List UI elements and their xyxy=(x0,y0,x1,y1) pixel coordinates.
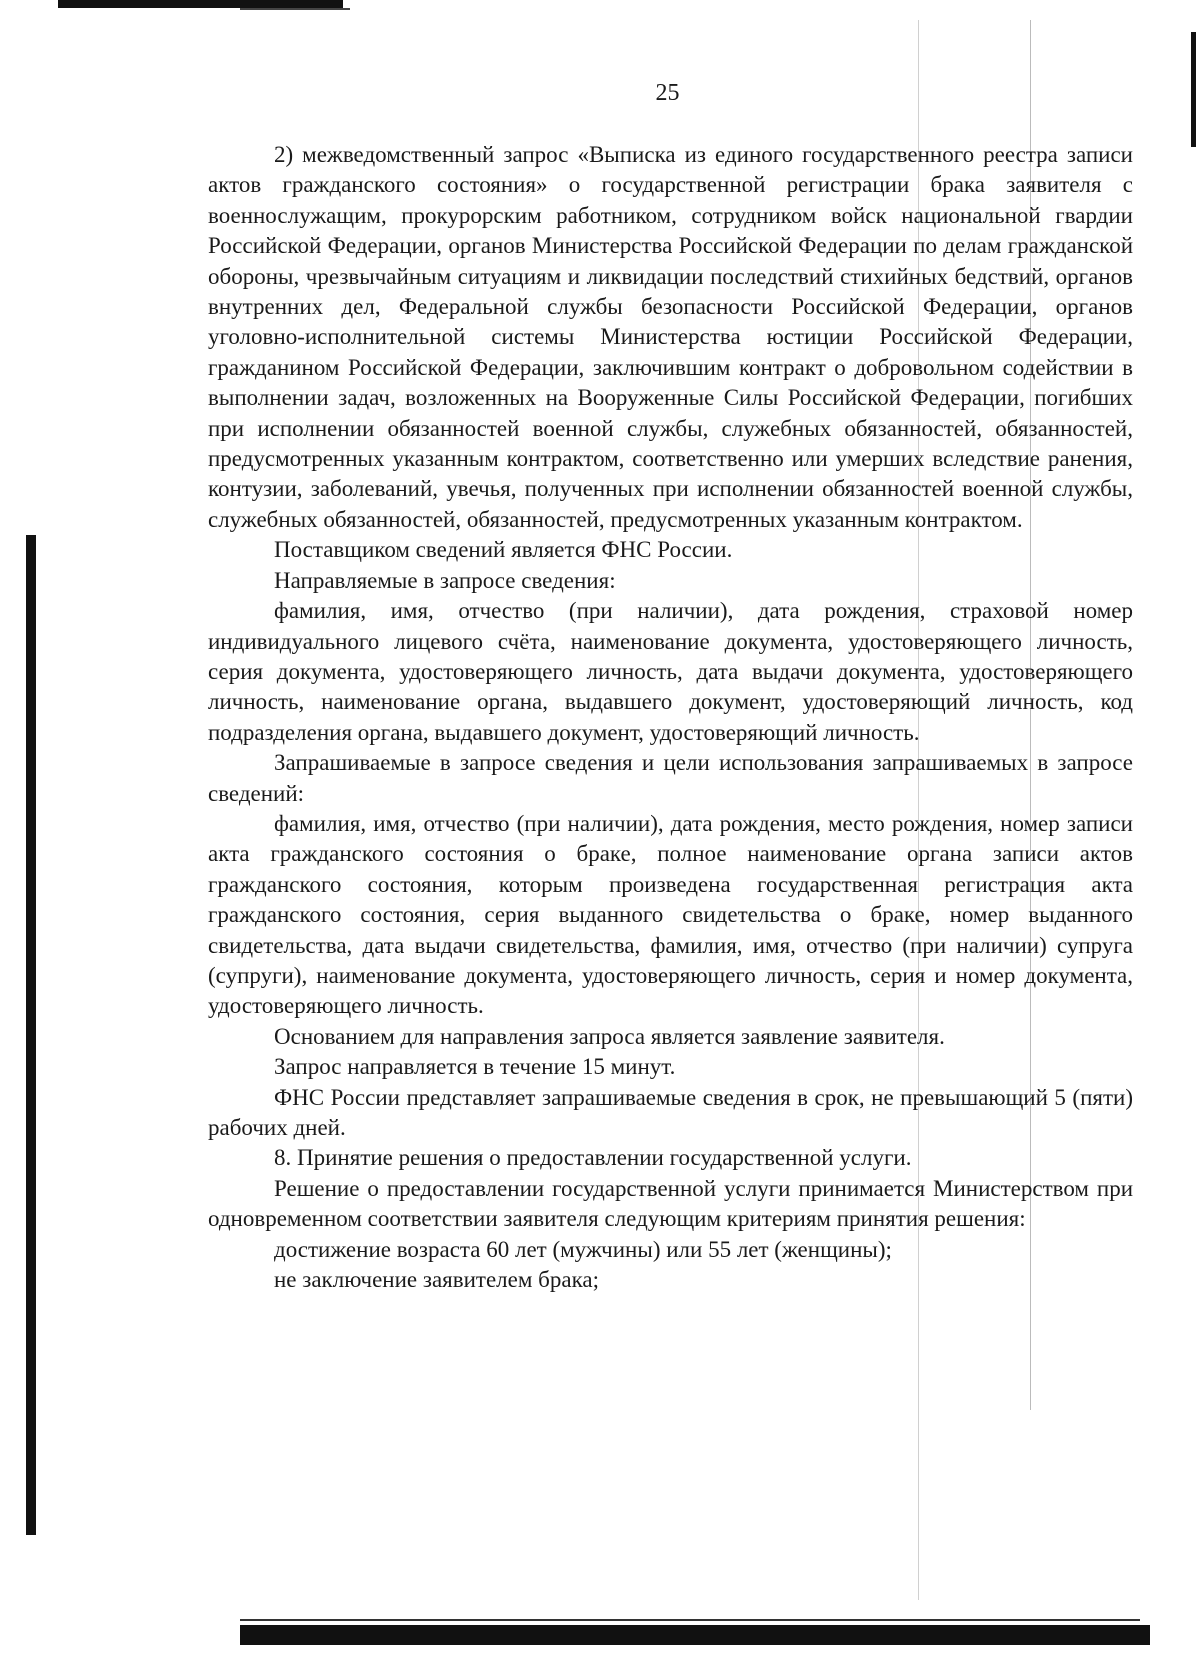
scan-edge-left xyxy=(26,535,36,1535)
paragraph-response-deadline: ФНС России представляет запрашиваемые сведения в срок, не превышающий 5 (пяти) рабочих дней. xyxy=(208,1084,1133,1140)
page-number: 25 xyxy=(655,80,680,106)
scan-edge-top-thin xyxy=(240,8,350,10)
paragraph-request-timing: Запрос направляется в течение 15 минут. xyxy=(274,1054,676,1080)
paragraph-interdepartmental-request: 2) межведомственный запрос «Выписка из единого государственного реестра записи актов гражданского состояния» о государственной регистрации брака заявителя с военнослужащим, прокурорским работником, сотрудником войск национальной гвардии Российской Федерации, органов Министерства Российской Федерации по делам гражданской обороны, чрезвычайным ситуациям и ликвидации последствий стихийных бедствий, органов внутренних дел, Федеральной службы безопасности Российской Федерации, органов уголовно-исполнительной системы Министерства юстиции Российской Федерации, гражданином Российской Федерации, заключившим контракт о добровольном содействии в выполнении задач, возложенных на Вооруженные Силы Российской Федерации, погибших при исполнении обязанностей военной службы, служебных обязанностей, обязанностей, предусмотренных указанным контрактом, соответственно или умерших вследствие ранения, контузии, заболеваний, увечья, полученных при исполнении обязанностей военной службы, служебных обязанностей, обязанностей, предусмотренных указанным контрактом. xyxy=(208,142,1133,532)
paragraph-sent-data-heading: Направляемые в запросе сведения: xyxy=(274,567,616,593)
scan-edge-bottom xyxy=(240,1625,1150,1645)
document-body xyxy=(208,140,1133,1295)
paragraph-criterion-age: достижение возраста 60 лет (мужчины) или 55 лет (женщины); xyxy=(274,1236,892,1262)
paragraph-section-8-title: 8. Принятие решения о предоставлении государственной услуги. xyxy=(274,1145,912,1171)
paragraph-data-provider: Поставщиком сведений является ФНС России. xyxy=(274,537,733,563)
paragraph-requested-data-list: фамилия, имя, отчество (при наличии), дата рождения, место рождения, номер записи акта гражданского состояния о браке, полное наименование органа записи актов гражданского состояния, которым произведена государственная регистрация акта гражданского состояния, серия выданного свидетельства о браке, номер выданного свидетельства, дата выдачи свидетельства, фамилия, имя, отчество (при наличии) супруга (супруги), наименование документа, удостоверяющего личность, серия и номер документа, удостоверяющего личность. xyxy=(208,810,1133,1019)
paragraph-sent-data-list: фамилия, имя, отчество (при наличии), дата рождения, страховой номер индивидуального лицевого счёта, наименование документа, удостоверяющего личность, серия документа, удостоверяющего личность, дата выдачи документа, удостоверяющего личность, наименование органа, выдавшего документ, удостоверяющий личность, код подразделения органа, выдавшего документ, удостоверяющий личность. xyxy=(208,598,1133,745)
paragraph-decision-criteria: Решение о предоставлении государственной услуги принимается Министерством при одновременном соответствии заявителя следующим критериям принятия решения: xyxy=(208,1175,1133,1232)
scan-edge-bottom-thin xyxy=(240,1619,1140,1621)
paragraph-criterion-marriage: не заключение заявителем брака; xyxy=(274,1267,599,1293)
scan-edge-top xyxy=(58,0,343,8)
paragraph-request-basis: Основанием для направления запроса является заявление заявителя. xyxy=(274,1023,945,1049)
paragraph-requested-data-heading: Запрашиваемые в запросе сведения и цели использования запрашиваемых в запросе сведений: xyxy=(208,750,1133,806)
